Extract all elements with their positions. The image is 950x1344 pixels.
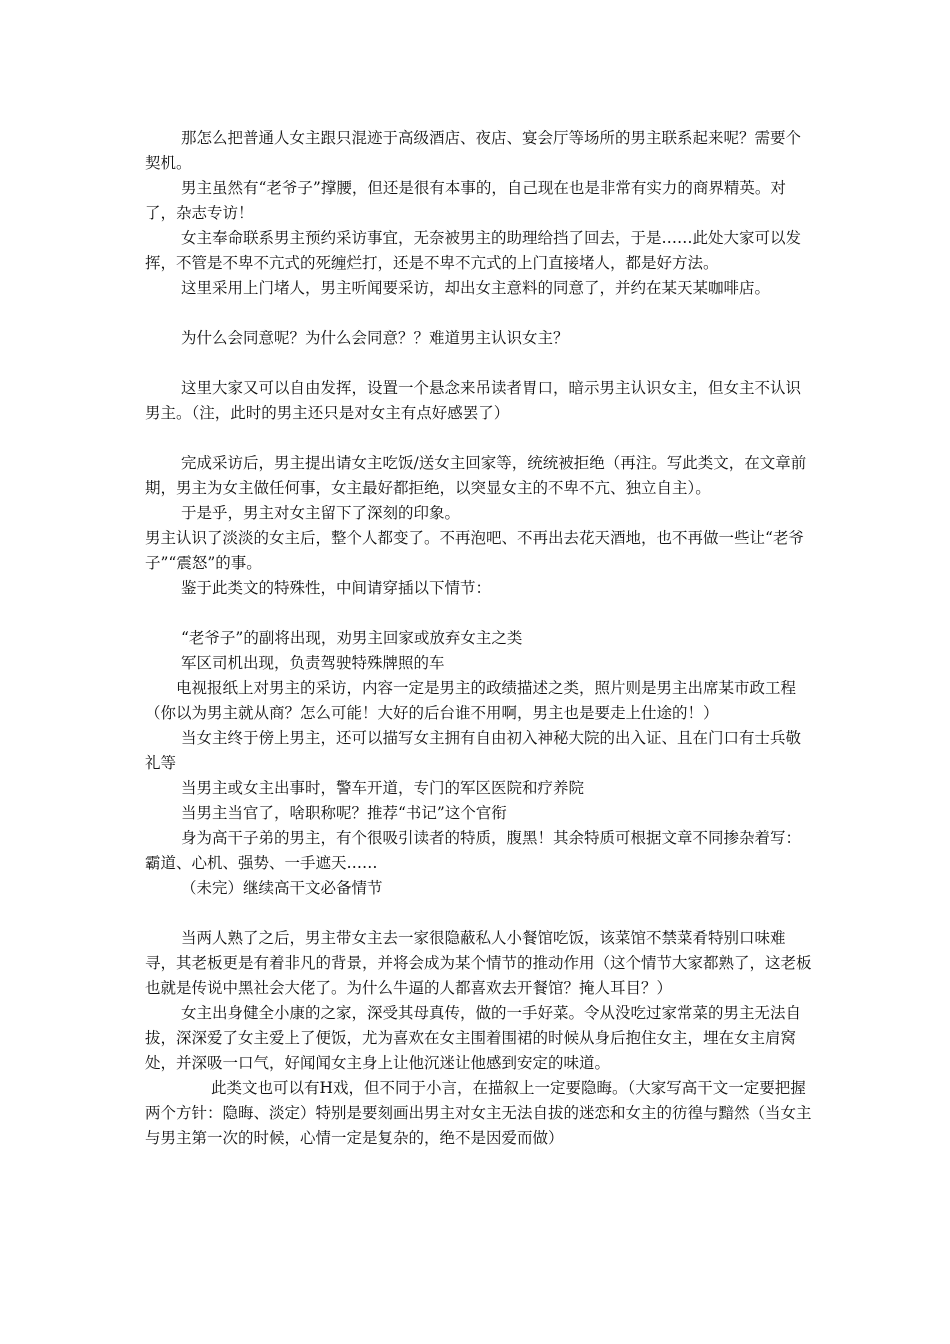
list-item: 军区司机出现，负责驾驶特殊牌照的车 <box>181 654 445 672</box>
paragraph: 鉴于此类文的特殊性，中间请穿插以下情节： <box>181 579 492 597</box>
list-item: 电视报纸上对男主的采访，内容一定是男主的政绩描述之类，照片则是男主出席某市政工程（你以为男主就从商？怎么可能！大好的后台谁不用啊，男主也是要走上仕途的！） <box>145 679 797 722</box>
document-body <box>145 126 815 1151</box>
list-item: 当女主终于傍上男主，还可以描写女主拥有自由初入神秘大院的出入证、且在门口有士兵敬礼等 <box>145 729 802 772</box>
paragraph: 此类文也可以有H戏，但不同于小言，在描叙上一定要隐晦。（大家写高干文一定要把握两个方针：隐晦、淡定）特别是要刻画出男主对女主无法自拔的迷恋和女主的彷徨与黯然（当女主与男主第一次的时候，心情一定是复杂的，绝不是因爱而做） <box>145 1079 812 1147</box>
paragraph: 当两人熟了之后，男主带女主去一家很隐蔽私人小餐馆吃饭，该菜馆不禁菜肴特别口味难寻，其老板更是有着非凡的背景，并将会成为某个情节的推动作用（这个情节大家都熟了，这老板也就是传说中黑社会大佬了。为什么牛逼的人都喜欢去开餐馆？掩人耳目？） <box>145 929 812 997</box>
list-item: 当男主当官了，啥职称呢？推荐“书记”这个官衔 <box>181 804 507 822</box>
list-item: 身为高干子弟的男主，有个很吸引读者的特质，腹黑！其余特质可根据文章不同掺杂着写：霸道、心机、强势、一手遮天…… <box>145 829 802 872</box>
list-item: 当男主或女主出事时，警车开道，专门的军区医院和疗养院 <box>181 779 585 797</box>
paragraph: 女主出身健全小康的之家，深受其母真传，做的一手好菜。令从没吃过家常菜的男主无法自拔，深深爱了女主爱上了便饭，尤为喜欢在女主围着围裙的时候从身后抱住女主，埋在女主肩窝处，并深吸一口气，好闻闻女主身上让他沉迷让他感到安定的味道。 <box>145 1004 802 1072</box>
paragraph: 为什么会同意呢？为什么会同意？？难道男主认识女主？ <box>181 329 569 347</box>
paragraph: 于是乎，男主对女主留下了深刻的印象。 <box>181 504 461 522</box>
paragraph: 这里采用上门堵人，男主听闻要采访，却出女主意料的同意了，并约在某天某咖啡店。 <box>181 279 771 297</box>
paragraph: 完成采访后，男主提出请女主吃饭/送女主回家等，统统被拒绝（再注。写此类文，在文章前期，男主为女主做任何事，女主最好都拒绝，以突显女主的不卑不亢、独立自主）。 <box>145 454 807 497</box>
paragraph: 这里大家又可以自由发挥，设置一个悬念来吊读者胃口，暗示男主认识女主，但女主不认识男主。（注，此时的男主还只是对女主有点好感罢了） <box>145 379 802 422</box>
paragraph-gap <box>145 901 815 926</box>
paragraph-gap <box>145 351 815 376</box>
paragraph-gap <box>145 426 815 451</box>
paragraph: 男主虽然有“老爷子”撑腰，但还是很有本事的，自己现在也是非常有实力的商界精英。对了，杂志专访！ <box>145 179 786 222</box>
paragraph: 男主认识了淡淡的女主后，整个人都变了。不再泡吧、不再出去花天酒地，也不再做一些让“老爷子”“震怒”的事。 <box>145 529 804 572</box>
list-item: “老爷子”的副将出现，劝男主回家或放弃女主之类 <box>181 629 523 647</box>
paragraph-gap <box>145 301 815 326</box>
paragraph: 那怎么把普通人女主跟只混迹于高级酒店、夜店、宴会厅等场所的男主联系起来呢？需要个契机。 <box>145 129 802 172</box>
paragraph: 女主奉命联系男主预约采访事宜，无奈被男主的助理给挡了回去，于是……此处大家可以发挥，不管是不卑不亢式的死缠烂打，还是不卑不亢式的上门直接堵人，都是好方法。 <box>145 229 802 272</box>
section-note: （未完）继续高干文必备情节 <box>181 879 383 897</box>
paragraph-gap <box>145 601 815 626</box>
